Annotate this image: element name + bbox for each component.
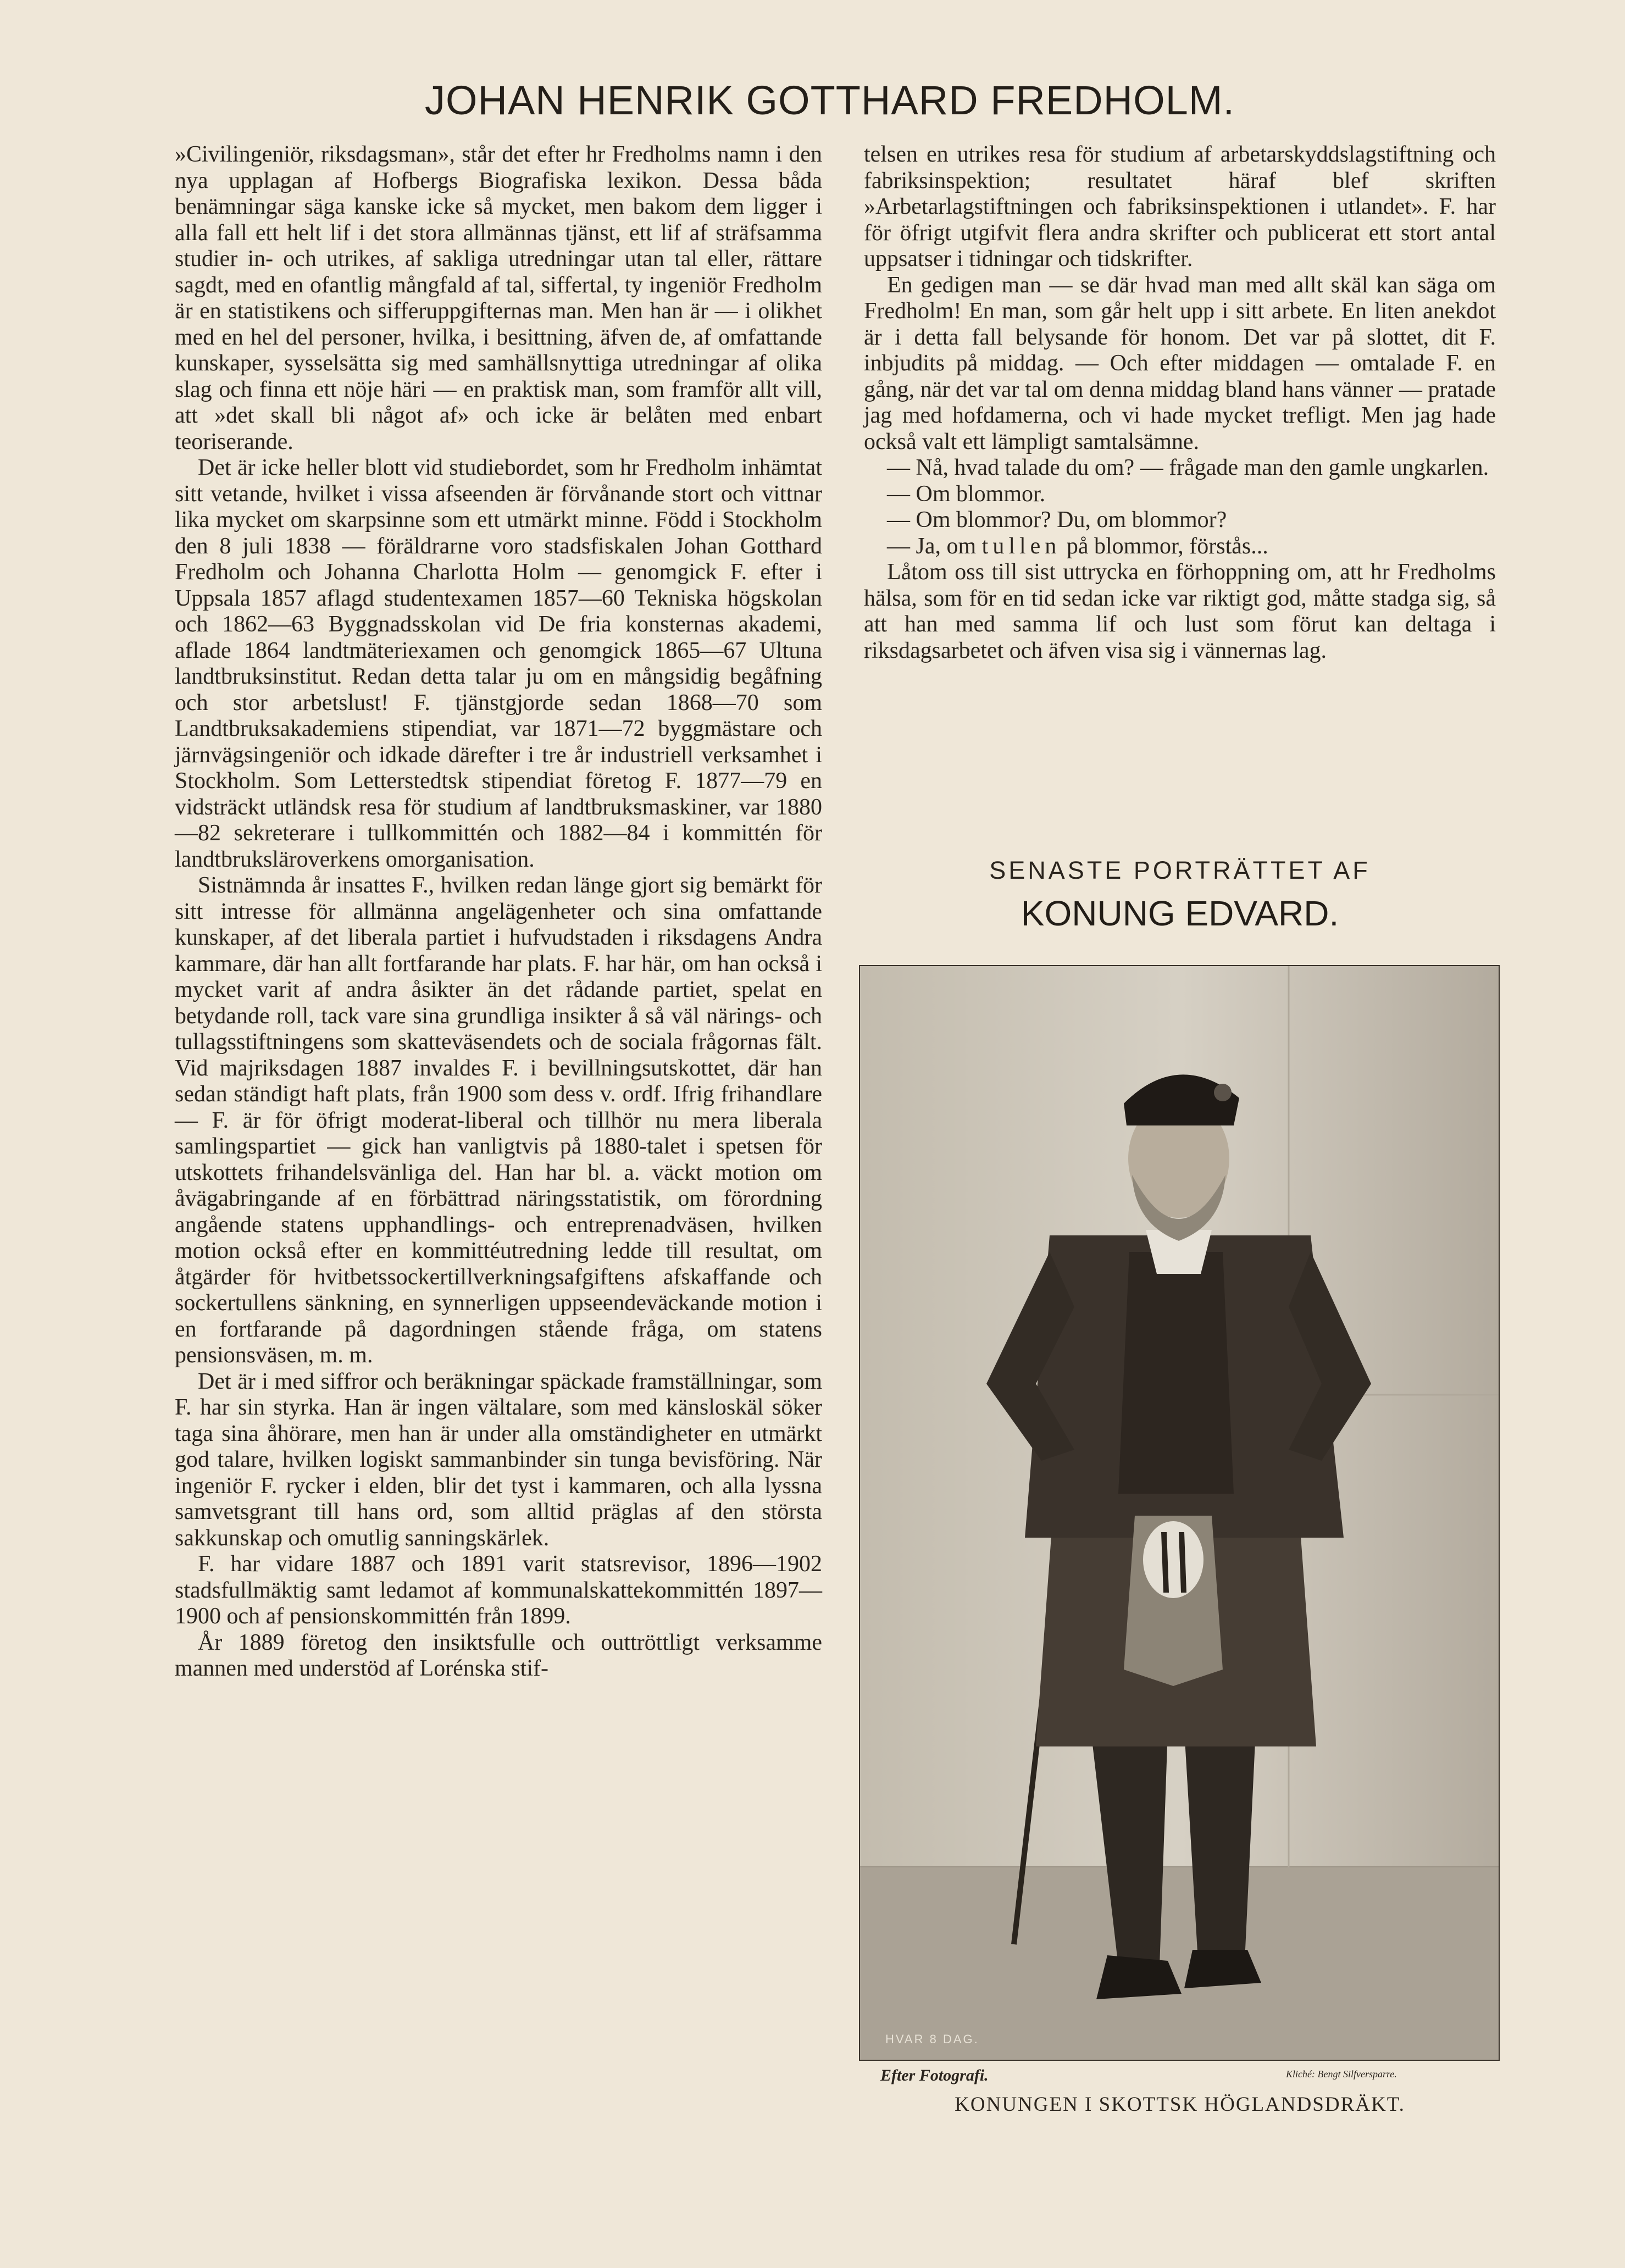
dialogue-line: — Om blommor? Du, om blommor? (887, 507, 1227, 533)
right-column (864, 142, 1496, 664)
king-figure-illustration (860, 966, 1499, 2060)
portrait-heading: SENASTE PORTRÄTTET AF (989, 856, 1371, 884)
paragraph: År 1889 företog den insiktsfulle och outtröttligt verksamme mannen med understöd af Lorénska stif- (175, 1629, 822, 1681)
left-column (175, 142, 822, 1682)
paragraph: F. har vidare 1887 och 1891 varit statsrevisor, 1896—1902 stadsfullmäktig samt ledamot af kommunalskattekommittén 1897—1900 och af pensionskommittén från 1899. (175, 1551, 822, 1629)
paragraph: Det är i med siffror och beräkningar späckade framställningar, som F. har sin styrka. Han är ingen vältalare, som med känsloskäl söker taga sina åhörare, men han är under alla omständigheter en utmärkt god talare, hvilken logiskt sammanbinder sin tunga bevisföring. När ingeniör F. rycker i elden, blir det tyst i kammaren, och alla lyssna samvetsgrant till hans ord, som alltid präglas af den största sakkunskap och omutlig sanningskärlek. (175, 1368, 822, 1551)
paragraph: Det är icke heller blott vid studiebordet, som hr Fredholm inhämtat sitt vetande, hvilket i vissa afseenden är förvånande stort och vittnar lika mycket om skarpsinne som ett utmärkt minne. Född i Stockholm den 8 juli 1838 — föräldrarne voro stadsfiskalen Johan Gotthard Fredholm och Johanna Charlotta Holm — genomgick F. efter i Uppsala 1857 aflagd studentexamen 1857—60 Tekniska högskolan och 1862—63 Byggnadsskolan vid De fria konsternas akademi, aflade 1864 landtmäteriexamen och genomgick 1865—67 Ultuna landtbruksinstitut. Redan detta talar ju om en mångsidig begåfning och stor arbetslust! F. tjänstgjorde sedan 1868—70 som Landtbruksakademiens stipendiat, var 1871—72 byggmästare och järnvägsingeniör och idkade därefter i tre år industriell verksamhet i Stockholm. Som Letterstedtsk stipendiat företog F. 1877—79 en vidsträckt utländsk resa för studium af landtbruksmaskiner, var 1880—82 sekreterare i tullkommittén och 1882—84 i kommittén för landtbruksläroverkens omorganisation. (175, 455, 822, 872)
photo-credit: Efter Fotografi. (880, 2066, 989, 2084)
paragraph: Låtom oss till sist uttrycka en förhoppning om, att hr Fredholms hälsa, som för en tid sedan icke var riktigt god, måtte stadga sig, så att han med samma lif och lust som förut kan deltaga i riksdagsarbetet och äfven visa sig i vännernas lag. (864, 559, 1496, 663)
portrait-subheading: KONUNG EDVARD. (1021, 894, 1339, 933)
portrait-photo (860, 966, 1499, 2060)
dialogue-line: — Om blommor. (887, 481, 1046, 507)
photo-watermark: HVAR 8 DAG. (885, 2032, 979, 2046)
spaced-emphasis: tullen (981, 533, 1061, 559)
article-title: JOHAN HENRIK GOTTHARD FREDHOLM. (424, 77, 1235, 123)
dialogue-suffix: på blommor, förstås... (1061, 533, 1268, 559)
paragraph: telsen en utrikes resa för studium af arbetarskyddslagstiftning och fabriksinspektion; resultatet häraf blef skriften »Arbetarlagstiftningen och fabriksinspektionen i utlandet». F. har för öfrigt utgifvit flera andra skrifter och publicerat ett stort antal uppsatser i tidningar och tidskrifter. (864, 142, 1496, 271)
dialogue-line (864, 534, 1496, 560)
paragraph: Sistnämnda år insattes F., hvilken redan länge gjort sig bemärkt för sitt intresse för allmänna angelägenheter och sina omfattande kunskaper, af det liberala partiet i hufvudstaden i riksdagens Andra kammare, där han allt fortfarande har plats. F. har här, om han också i mycket varit af andra åsikter än det rådande partiet, spelat en betydande roll, tack vare sina grundliga insikter å så väl närings- och tullagsstiftningens som skatteväsendets och de sociala frågornas fält. Vid majriksdagen 1887 invaldes F. i bevillningsutskottet, där han sedan ständigt haft plats, från 1900 som dess v. ordf. Ifrig frihandlare — F. är för öfrigt moderat-liberal och tillhör nu mera liberala samlingspartiet — gick han vanligtvis på 1880-talet i spetsen för utskottets frihandelsvänliga del. Han har bl. a. väckt motion om åvägabringande af en förbättrad näringsstatistik, om förordning angående statens upphandlings- och entreprenadväsen, hvilken motion också efter en kommittéutredning ledde till resultat, om åtgärder för hvitbetssockertillverkningsafgiftens afskaffande och sockertullens sänkning, en synnerligen uppseendeväckande motion i en fortfarande på dagordningen stående fråga, om statens pensionsväsen, m. m. (175, 873, 822, 1368)
dialogue-line: — Nå, hvad talade du om? — frågade man den gamle ungkarlen. (887, 455, 1489, 480)
paragraph: En gedigen man — se där hvad man med allt skäl kan säga om Fredholm! En man, som går helt upp i sitt arbete. En liten anekdot är i detta fall belysande för honom. Det var på slottet, dit F. inbjudits på middag. — Och efter middagen — omtalade F. en gång, när det var tal om denna middag bland hans vänner — pratade jag med hofdamerna, och vi hade mycket trefligt. Men jag hade också valt ett lämpligt samtalsämne. (864, 272, 1496, 454)
dialogue-prefix: — Ja, om (887, 533, 982, 559)
photo-caption: KONUNGEN I SKOTTSK HÖGLANDSDRÄKT. (955, 2093, 1405, 2116)
cliche-credit: Kliché: Bengt Silfversparre. (1286, 2069, 1397, 2080)
paragraph: »Civilingeniör, riksdagsman», står det efter hr Fredholms namn i den nya upplagan af Hofbergs Biografiska lexikon. Dessa båda benämningar säga kanske icke så mycket, men bakom dem ligger i alla fall ett helt lif i det stora allmännas tjänst, ett lif af sträfsamma studier in- och utrikes, af sakliga utredningar utan tal eller, rättare sagdt, med en ofantlig mångfald af tal, siffertal, ty ingeniör Fredholm är en statistikens och sifferuppgifternas man. Men han är — i olikhet med en hel del personer, hvilka, i besittning, äfven de, af omfattande kunskaper, sysselsätta sig med samhällsnyttiga utredningar af olika slag och finna ett nöje häri — en praktisk man, som framför allt vill, att »det skall bli något af» och icke är belåten med enbart teoriserande. (175, 142, 822, 454)
